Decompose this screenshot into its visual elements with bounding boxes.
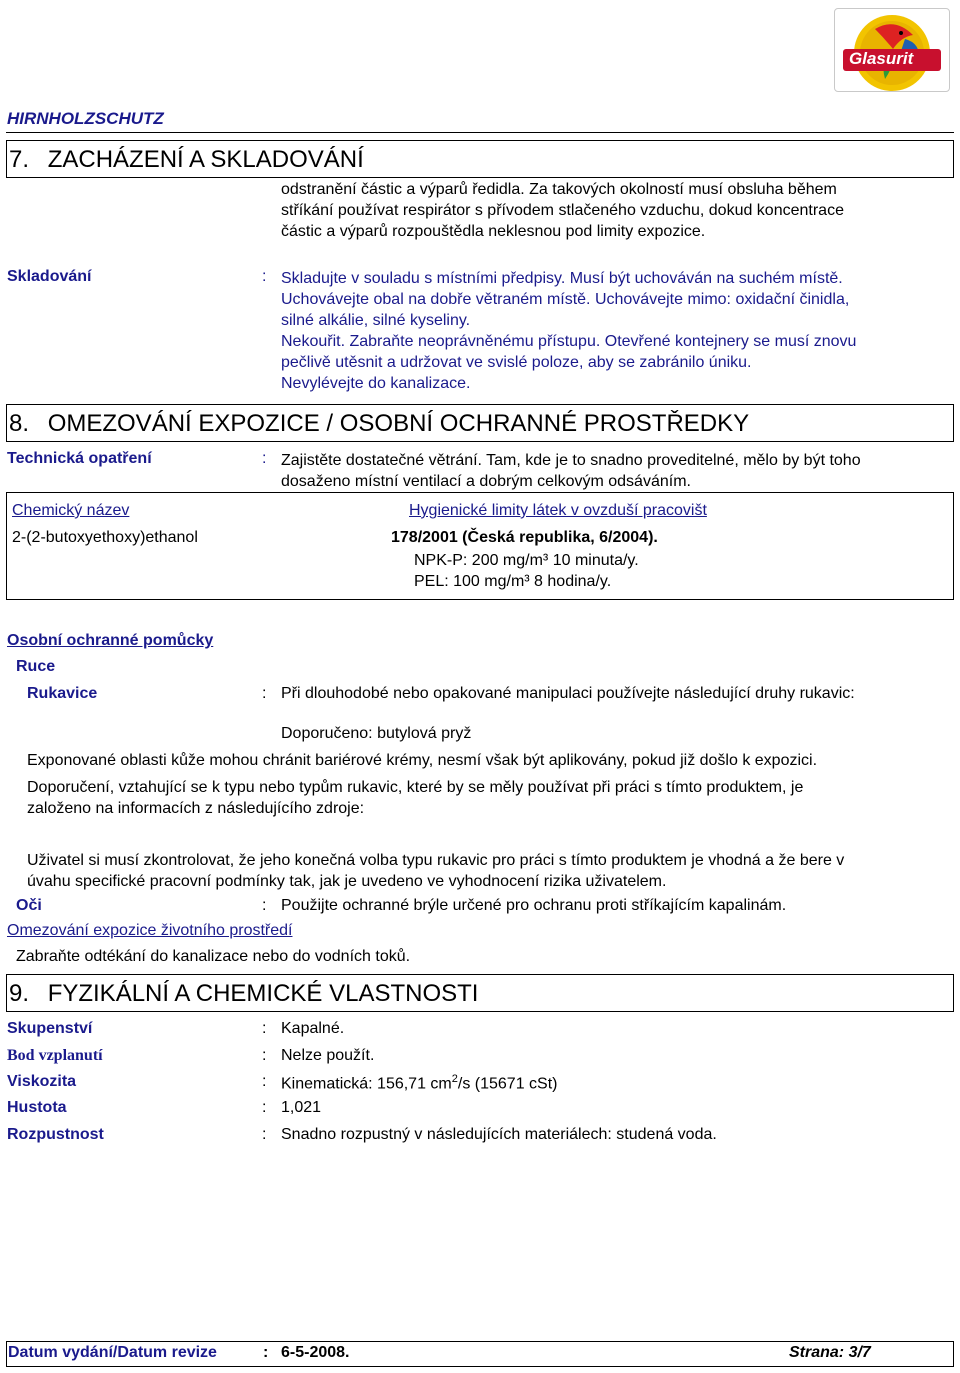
colon: : (262, 1099, 267, 1116)
text-line: silné alkálie, silné kyseliny. (281, 312, 471, 329)
text-line: Zajistěte dostatečné větrání. Tam, kde je to snadno proveditelné, mělo by být toho (281, 452, 861, 469)
text-line: Skladujte v souladu s místními předpisy. Musí být uchováván na suchém místě. (281, 270, 843, 287)
prop-label: Rozpustnost (7, 1126, 104, 1143)
skin-protection-text: Exponované oblasti kůže mohou chránit bariérové krémy, nesmí však být aplikovány, pokud již došlo k expozici. (27, 752, 818, 769)
prop-label: Viskozita (7, 1073, 77, 1090)
logo-text: Glasurit (849, 49, 914, 68)
tech-measures-label: Technická opatření (7, 450, 152, 467)
text-line: Nevylévejte do kanalizace. (281, 375, 471, 392)
section-8-number: 8. (9, 410, 30, 437)
prop-value: 1,021 (281, 1099, 322, 1116)
product-name: HIRNHOLZSCHUTZ (7, 109, 164, 128)
text-line: založeno na informacích z následujícího zdroje: (27, 800, 365, 817)
value-part: Kinematická: 156,71 cm (281, 1075, 452, 1093)
prop-label: Hustota (7, 1099, 67, 1116)
tech-measures-text (281, 450, 861, 492)
glasurit-logo (834, 8, 950, 92)
storage-label: Skladování (7, 268, 92, 285)
colon: : (262, 1073, 267, 1090)
environment-heading: Omezování expozice životního prostředí (7, 922, 293, 939)
section-7-number: 7. (9, 146, 30, 173)
text-line: Doporučení, vztahující se k typu nebo typům rukavic, které by se měly používat při práci s tímto produktem, je (27, 779, 804, 796)
exposure-limits-table (6, 492, 954, 600)
prop-label: Bod vzplanutí (7, 1047, 103, 1064)
limits-header: Hygienické limity látek v ovzduší pracovišt (409, 502, 707, 519)
colon: : (262, 450, 267, 467)
text-line: stříkání používat respirátor s přívodem stlačeného vzduchu, dokud koncentrace (281, 202, 844, 219)
text-line: úvahu specifické pracovní podmínky tak, jak je uvedeno ve vyhodnocení rizika uživatelem. (27, 873, 667, 890)
text-line: odstranění částic a výparů ředidla. Za takových okolností musí obsluha během (281, 181, 837, 198)
issue-date-value: 6-5-2008. (281, 1344, 350, 1361)
header-divider (6, 132, 954, 133)
prop-value (281, 1073, 557, 1093)
chemical-name: 2-(2-butoxyethoxy)ethanol (12, 529, 198, 546)
user-check-text (27, 850, 844, 892)
issue-date-label: Datum vydání/Datum revize (8, 1344, 217, 1361)
colon: : (262, 268, 267, 285)
colon: : (262, 1047, 267, 1064)
prop-value: Kapalné. (281, 1020, 345, 1037)
section-8-title: OMEZOVÁNÍ EXPOZICE / OSOBNÍ OCHRANNÉ PROSTŘEDKY (47, 410, 750, 437)
recommendation-text (27, 777, 803, 819)
colon: : (263, 1344, 269, 1361)
text-line: NPK-P: 200 mg/m³ 10 minuta/y. (414, 552, 639, 569)
limit-values (414, 550, 639, 592)
prop-label: Skupenství (7, 1020, 93, 1037)
prop-value: Snadno rozpustný v následujících materiálech: studená voda. (281, 1126, 717, 1143)
prop-value: Nelze použít. (281, 1047, 375, 1064)
text-line: PEL: 100 mg/m³ 8 hodina/y. (414, 573, 612, 590)
text-line: pečlivě utěsnit a udržovat ve svislé poloze, aby se zabránilo úniku. (281, 354, 752, 371)
gloves-text: Při dlouhodobé nebo opakované manipulaci používejte následující druhy rukavic: (281, 685, 855, 702)
colon: : (262, 1126, 267, 1143)
colon: : (262, 897, 267, 914)
limit-source: 178/2001 (Česká republika, 6/2004). (391, 529, 658, 546)
value-superscript: 2 (451, 1073, 458, 1085)
chemical-name-header: Chemický název (12, 502, 130, 519)
value-part: /s (15671 cSt) (457, 1075, 558, 1093)
text-line: Uchovávejte obal na dobře větraném místě. Uchovávejte mimo: oxidační činidla, (281, 291, 850, 308)
text-line: dosaženo místní ventilací a dobrým celkovým odsáváním. (281, 473, 691, 490)
ppe-heading: Osobní ochranné pomůcky (7, 632, 214, 649)
storage-text (281, 268, 856, 394)
gloves-recommendation: Doporučeno: butylová pryž (281, 725, 472, 742)
gloves-label: Rukavice (27, 685, 98, 702)
section-7-header (6, 140, 954, 178)
page-number: Strana: 3/7 (789, 1344, 871, 1361)
section-9-number: 9. (9, 980, 30, 1007)
eyes-text: Použijte ochranné brýle určené pro ochranu proti stříkajícím kapalinám. (281, 897, 787, 914)
footer (6, 1341, 954, 1367)
colon: : (262, 685, 267, 702)
section-9-header (6, 974, 954, 1012)
text-line: Nekouřit. Zabraňte neoprávněnému přístupu. Otevřené kontejnery se musí znovu (281, 333, 857, 350)
text-line: částic a výparů rozpouštědla neklesnou pod limity expozice. (281, 223, 706, 240)
hands-label: Ruce (16, 658, 56, 675)
section-7-title: ZACHÁZENÍ A SKLADOVÁNÍ (47, 146, 364, 173)
eyes-label: Oči (16, 897, 42, 914)
section-8-header (6, 404, 954, 442)
text-line: Uživatel si musí zkontrolovat, že jeho konečná volba typu rukavic pro práci s tímto produktem je vhodná a že bere v (27, 852, 845, 869)
section-7-continuation (281, 179, 844, 242)
colon: : (262, 1020, 267, 1037)
section-9-title: FYZIKÁLNÍ A CHEMICKÉ VLASTNOSTI (47, 980, 479, 1007)
environment-text: Zabraňte odtékání do kanalizace nebo do vodních toků. (16, 948, 411, 965)
